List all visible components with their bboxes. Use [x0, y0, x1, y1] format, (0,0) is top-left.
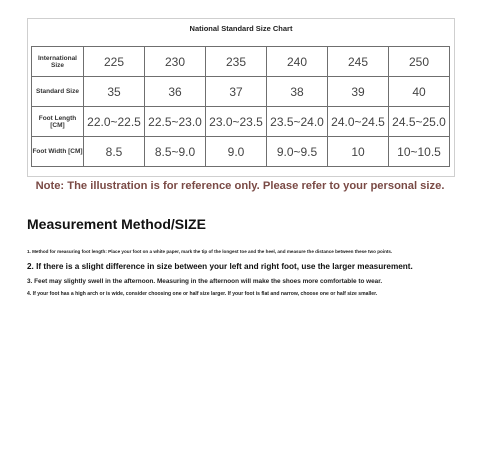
table-cell: 9.0~9.5 — [267, 137, 328, 167]
row-header: Foot Length [CM] — [32, 107, 84, 137]
table-cell: 36 — [145, 77, 206, 107]
row-header: Foot Width [CM] — [32, 137, 84, 167]
chart-title: National Standard Size Chart — [189, 24, 293, 33]
table-row — [32, 77, 450, 107]
table-cell: 24.5~25.0 — [389, 107, 450, 137]
table-cell: 10 — [328, 137, 389, 167]
table-row — [32, 107, 450, 137]
table-cell: 240 — [267, 47, 328, 77]
size-chart — [27, 18, 455, 177]
table-cell: 39 — [328, 77, 389, 107]
row-header: International Size — [32, 47, 84, 77]
table-cell: 230 — [145, 47, 206, 77]
table-cell: 8.5 — [84, 137, 145, 167]
table-cell: 23.5~24.0 — [267, 107, 328, 137]
instruction-line: 2. If there is a slight difference in size between your left and right foot, use the larger measurement. — [27, 262, 413, 271]
section-title: Measurement Method/SIZE — [27, 216, 206, 232]
instruction-line: 4. If your foot has a high arch or is wide, consider choosing one or half size larger. If your foot is flat and narrow, choose one or half size smaller. — [27, 291, 378, 297]
table-cell: 235 — [206, 47, 267, 77]
table-cell: 35 — [84, 77, 145, 107]
reference-note: Note: The illustration is for reference only. Please refer to your personal size. — [35, 180, 445, 192]
table-row — [32, 47, 450, 77]
instruction-line: 3. Feet may slightly swell in the afternoon. Measuring in the afternoon will make the shoes more comfortable to wear. — [27, 278, 383, 285]
table-cell: 225 — [84, 47, 145, 77]
instruction-line: 1. Method for measuring foot length: Place your foot on a white paper, mark the tip of the longest toe and the heel, and measure the distance between these two points. — [27, 249, 393, 254]
table-cell: 24.0~24.5 — [328, 107, 389, 137]
table-row — [32, 137, 450, 167]
table-cell: 22.5~23.0 — [145, 107, 206, 137]
size-table — [31, 46, 450, 167]
table-cell: 22.0~22.5 — [84, 107, 145, 137]
table-cell: 38 — [267, 77, 328, 107]
table-cell: 245 — [328, 47, 389, 77]
table-cell: 23.0~23.5 — [206, 107, 267, 137]
table-cell: 37 — [206, 77, 267, 107]
table-cell: 40 — [389, 77, 450, 107]
table-cell: 8.5~9.0 — [145, 137, 206, 167]
table-cell: 250 — [389, 47, 450, 77]
table-cell: 10~10.5 — [389, 137, 450, 167]
row-header: Standard Size — [32, 77, 84, 107]
table-cell: 9.0 — [206, 137, 267, 167]
